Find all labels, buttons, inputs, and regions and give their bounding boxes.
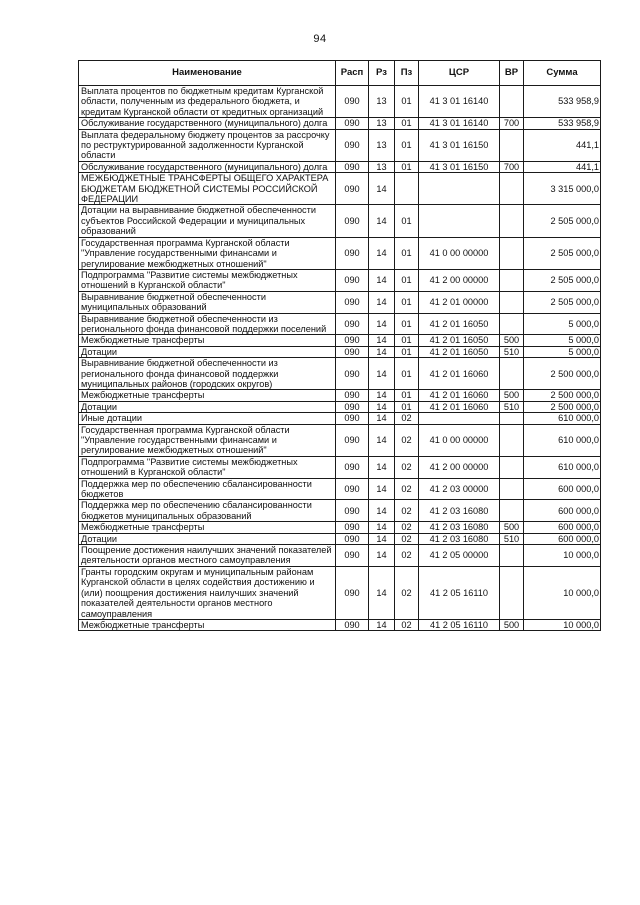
cell-pz: 02 — [395, 424, 419, 456]
cell-sum: 10 000,0 — [524, 619, 601, 630]
cell-csr: 41 2 03 16080 — [419, 500, 500, 522]
cell-sum: 441,1 — [524, 129, 601, 161]
cell-vr — [500, 291, 524, 313]
cell-csr: 41 2 00 00000 — [419, 456, 500, 478]
cell-csr — [419, 173, 500, 205]
cell-rasp: 090 — [336, 413, 369, 424]
cell-rz: 13 — [369, 129, 395, 161]
cell-csr — [419, 205, 500, 237]
cell-rasp: 090 — [336, 346, 369, 357]
cell-vr — [500, 500, 524, 522]
cell-rz: 14 — [369, 313, 395, 335]
header-rasp: Расп — [336, 61, 369, 86]
cell-pz: 01 — [395, 237, 419, 269]
cell-vr — [500, 424, 524, 456]
table-row — [79, 401, 601, 412]
cell-rz: 14 — [369, 478, 395, 500]
cell-sum: 600 000,0 — [524, 522, 601, 533]
cell-name: Дотации — [79, 346, 336, 357]
cell-rz: 14 — [369, 545, 395, 567]
cell-pz: 02 — [395, 500, 419, 522]
cell-sum: 600 000,0 — [524, 478, 601, 500]
cell-csr: 41 0 00 00000 — [419, 424, 500, 456]
cell-pz: 01 — [395, 269, 419, 291]
cell-csr: 41 2 01 16060 — [419, 390, 500, 401]
cell-rasp: 090 — [336, 129, 369, 161]
cell-vr: 500 — [500, 619, 524, 630]
cell-csr: 41 2 01 16060 — [419, 401, 500, 412]
cell-rz: 14 — [369, 500, 395, 522]
cell-rz: 14 — [369, 358, 395, 390]
cell-sum: 2 500 000,0 — [524, 401, 601, 412]
cell-rz: 14 — [369, 335, 395, 346]
cell-pz: 02 — [395, 533, 419, 544]
cell-name: МЕЖБЮДЖЕТНЫЕ ТРАНСФЕРТЫ ОБЩЕГО ХАРАКТЕРА БЮДЖЕТАМ БЮДЖЕТНОЙ СИСТЕМЫ РОССИЙСКОЙ ФЕДЕРАЦИИ — [79, 173, 336, 205]
cell-pz: 01 — [395, 335, 419, 346]
table-row — [79, 456, 601, 478]
cell-sum: 610 000,0 — [524, 424, 601, 456]
table-row — [79, 313, 601, 335]
cell-rasp: 090 — [336, 161, 369, 172]
cell-rasp: 090 — [336, 533, 369, 544]
cell-vr: 500 — [500, 390, 524, 401]
cell-csr: 41 2 03 16080 — [419, 522, 500, 533]
cell-name: Гранты городским округам и муниципальным районам Курганской области в целях содействия достижению и (или) поощрения достижения наилучших значений показателей деятельности органов местного самоуправления — [79, 566, 336, 619]
cell-rz: 14 — [369, 269, 395, 291]
header-rz: Рз — [369, 61, 395, 86]
cell-sum: 5 000,0 — [524, 313, 601, 335]
table-row — [79, 269, 601, 291]
cell-name: Подпрограмма "Развитие системы межбюджетных отношений в Курганской области" — [79, 269, 336, 291]
cell-pz: 01 — [395, 129, 419, 161]
cell-rz: 14 — [369, 173, 395, 205]
cell-pz: 01 — [395, 401, 419, 412]
cell-vr — [500, 205, 524, 237]
table-row — [79, 413, 601, 424]
cell-csr — [419, 413, 500, 424]
cell-csr: 41 2 03 00000 — [419, 478, 500, 500]
cell-rz: 14 — [369, 566, 395, 619]
cell-vr — [500, 456, 524, 478]
cell-pz: 02 — [395, 478, 419, 500]
table-row — [79, 118, 601, 129]
cell-vr — [500, 413, 524, 424]
cell-name: Обслуживание государственного (муниципального) долга — [79, 161, 336, 172]
cell-rz: 14 — [369, 401, 395, 412]
cell-vr: 700 — [500, 118, 524, 129]
header-pz: Пз — [395, 61, 419, 86]
cell-name: Выравнивание бюджетной обеспеченности из регионального фонда финансовой поддержки поселений — [79, 313, 336, 335]
header-csr: ЦСР — [419, 61, 500, 86]
table-row — [79, 291, 601, 313]
cell-rasp: 090 — [336, 205, 369, 237]
table-row — [79, 335, 601, 346]
cell-csr: 41 2 05 16110 — [419, 619, 500, 630]
table-row — [79, 205, 601, 237]
cell-vr — [500, 313, 524, 335]
cell-vr: 500 — [500, 335, 524, 346]
cell-rasp: 090 — [336, 566, 369, 619]
cell-pz: 01 — [395, 205, 419, 237]
cell-rasp: 090 — [336, 522, 369, 533]
cell-rz: 14 — [369, 424, 395, 456]
cell-csr: 41 2 00 00000 — [419, 269, 500, 291]
cell-rz: 13 — [369, 86, 395, 118]
cell-sum: 2 500 000,0 — [524, 390, 601, 401]
cell-pz — [395, 173, 419, 205]
cell-vr — [500, 566, 524, 619]
cell-vr: 510 — [500, 533, 524, 544]
cell-sum: 5 000,0 — [524, 335, 601, 346]
cell-sum: 2 505 000,0 — [524, 205, 601, 237]
cell-sum: 441,1 — [524, 161, 601, 172]
cell-sum: 10 000,0 — [524, 545, 601, 567]
cell-name: Межбюджетные трансферты — [79, 390, 336, 401]
budget-table — [78, 60, 601, 631]
cell-name: Иные дотации — [79, 413, 336, 424]
cell-sum: 600 000,0 — [524, 533, 601, 544]
cell-rasp: 090 — [336, 86, 369, 118]
cell-csr: 41 2 03 16080 — [419, 533, 500, 544]
table-row — [79, 129, 601, 161]
cell-pz: 01 — [395, 390, 419, 401]
cell-name: Поддержка мер по обеспечению сбалансированности бюджетов муниципальных образований — [79, 500, 336, 522]
cell-csr: 41 2 01 16060 — [419, 358, 500, 390]
cell-rasp: 090 — [336, 269, 369, 291]
cell-csr: 41 2 05 00000 — [419, 545, 500, 567]
cell-rasp: 090 — [336, 390, 369, 401]
cell-rasp: 090 — [336, 424, 369, 456]
table-row — [79, 424, 601, 456]
cell-sum: 600 000,0 — [524, 500, 601, 522]
cell-vr — [500, 478, 524, 500]
cell-csr: 41 3 01 16140 — [419, 86, 500, 118]
cell-pz: 01 — [395, 86, 419, 118]
cell-csr: 41 3 01 16150 — [419, 161, 500, 172]
cell-vr — [500, 86, 524, 118]
cell-sum: 2 505 000,0 — [524, 269, 601, 291]
cell-name: Выплата федеральному бюджету процентов за рассрочку по реструктурированной задолженности Курганской области — [79, 129, 336, 161]
cell-sum: 3 315 000,0 — [524, 173, 601, 205]
cell-pz: 02 — [395, 619, 419, 630]
table-header-row — [79, 61, 601, 86]
cell-rz: 14 — [369, 413, 395, 424]
cell-name: Государственная программа Курганской области "Управление государственными финансами и регулирование межбюджетных отношений" — [79, 424, 336, 456]
cell-pz: 02 — [395, 456, 419, 478]
cell-rz: 14 — [369, 456, 395, 478]
cell-name: Межбюджетные трансферты — [79, 335, 336, 346]
table-row — [79, 522, 601, 533]
table-row — [79, 533, 601, 544]
cell-rasp: 090 — [336, 118, 369, 129]
cell-rz: 13 — [369, 161, 395, 172]
cell-vr: 510 — [500, 401, 524, 412]
cell-name: Государственная программа Курганской области "Управление государственными финансами и регулирование межбюджетных отношений" — [79, 237, 336, 269]
cell-pz: 02 — [395, 545, 419, 567]
cell-vr — [500, 358, 524, 390]
cell-pz: 01 — [395, 161, 419, 172]
table-row — [79, 566, 601, 619]
cell-sum: 10 000,0 — [524, 566, 601, 619]
cell-pz: 01 — [395, 118, 419, 129]
cell-rz: 14 — [369, 522, 395, 533]
cell-vr: 500 — [500, 522, 524, 533]
cell-rasp: 090 — [336, 358, 369, 390]
cell-rasp: 090 — [336, 313, 369, 335]
cell-sum: 2 505 000,0 — [524, 237, 601, 269]
table-row — [79, 390, 601, 401]
cell-name: Выравнивание бюджетной обеспеченности муниципальных образований — [79, 291, 336, 313]
header-sum: Сумма — [524, 61, 601, 86]
cell-csr: 41 2 01 16050 — [419, 313, 500, 335]
cell-rasp: 090 — [336, 545, 369, 567]
table-row — [79, 619, 601, 630]
cell-name: Дотации — [79, 401, 336, 412]
cell-csr: 41 2 05 16110 — [419, 566, 500, 619]
cell-rz: 14 — [369, 205, 395, 237]
cell-pz: 02 — [395, 566, 419, 619]
cell-sum: 533 958,9 — [524, 118, 601, 129]
cell-rasp: 090 — [336, 619, 369, 630]
cell-rz: 14 — [369, 533, 395, 544]
cell-vr: 700 — [500, 161, 524, 172]
cell-vr — [500, 545, 524, 567]
cell-rasp: 090 — [336, 456, 369, 478]
cell-vr — [500, 129, 524, 161]
cell-rasp: 090 — [336, 401, 369, 412]
cell-csr: 41 2 01 16050 — [419, 346, 500, 357]
cell-pz: 01 — [395, 291, 419, 313]
header-name: Наименование — [79, 61, 336, 86]
cell-pz: 02 — [395, 413, 419, 424]
cell-rz: 14 — [369, 291, 395, 313]
cell-csr: 41 2 01 16050 — [419, 335, 500, 346]
cell-vr — [500, 237, 524, 269]
cell-rz: 14 — [369, 237, 395, 269]
cell-pz: 01 — [395, 358, 419, 390]
cell-name: Выравнивание бюджетной обеспеченности из регионального фонда финансовой поддержки муниципальных районов (городских округов) — [79, 358, 336, 390]
cell-vr: 510 — [500, 346, 524, 357]
cell-name: Поддержка мер по обеспечению сбалансированности бюджетов — [79, 478, 336, 500]
cell-rz: 14 — [369, 619, 395, 630]
cell-name: Межбюджетные трансферты — [79, 522, 336, 533]
table-row — [79, 545, 601, 567]
cell-name: Дотации — [79, 533, 336, 544]
cell-csr: 41 3 01 16140 — [419, 118, 500, 129]
cell-name: Дотации на выравнивание бюджетной обеспеченности субъектов Российской Федерации и муниципальных образований — [79, 205, 336, 237]
cell-sum: 2 500 000,0 — [524, 358, 601, 390]
cell-pz: 01 — [395, 313, 419, 335]
cell-rasp: 090 — [336, 335, 369, 346]
table-body — [79, 86, 601, 631]
cell-csr: 41 3 01 16150 — [419, 129, 500, 161]
cell-rasp: 090 — [336, 237, 369, 269]
cell-sum: 533 958,9 — [524, 86, 601, 118]
table-row — [79, 358, 601, 390]
cell-rz: 13 — [369, 118, 395, 129]
cell-rasp: 090 — [336, 291, 369, 313]
cell-rz: 14 — [369, 390, 395, 401]
page-number: 94 — [313, 33, 327, 45]
table-row — [79, 500, 601, 522]
cell-rz: 14 — [369, 346, 395, 357]
cell-name: Поощрение достижения наилучших значений показателей деятельности органов местного самоуправления — [79, 545, 336, 567]
cell-name: Выплата процентов по бюджетным кредитам Курганской области, полученным из федерального бюджета, и кредитам Курганской области от кредитных организаций — [79, 86, 336, 118]
cell-name: Обслуживание государственного (муниципального) долга — [79, 118, 336, 129]
cell-csr: 41 0 00 00000 — [419, 237, 500, 269]
header-vr: ВР — [500, 61, 524, 86]
cell-name: Подпрограмма "Развитие системы межбюджетных отношений в Курганской области" — [79, 456, 336, 478]
cell-vr — [500, 173, 524, 205]
cell-sum: 610 000,0 — [524, 456, 601, 478]
table-row — [79, 346, 601, 357]
cell-rasp: 090 — [336, 173, 369, 205]
cell-sum: 610 000,0 — [524, 413, 601, 424]
table-row — [79, 237, 601, 269]
cell-csr: 41 2 01 00000 — [419, 291, 500, 313]
cell-pz: 02 — [395, 522, 419, 533]
table-row — [79, 478, 601, 500]
table-row — [79, 86, 601, 118]
cell-name: Межбюджетные трансферты — [79, 619, 336, 630]
cell-rasp: 090 — [336, 500, 369, 522]
cell-pz: 01 — [395, 346, 419, 357]
table-row — [79, 161, 601, 172]
cell-sum: 5 000,0 — [524, 346, 601, 357]
table-row — [79, 173, 601, 205]
cell-rasp: 090 — [336, 478, 369, 500]
cell-sum: 2 505 000,0 — [524, 291, 601, 313]
cell-vr — [500, 269, 524, 291]
